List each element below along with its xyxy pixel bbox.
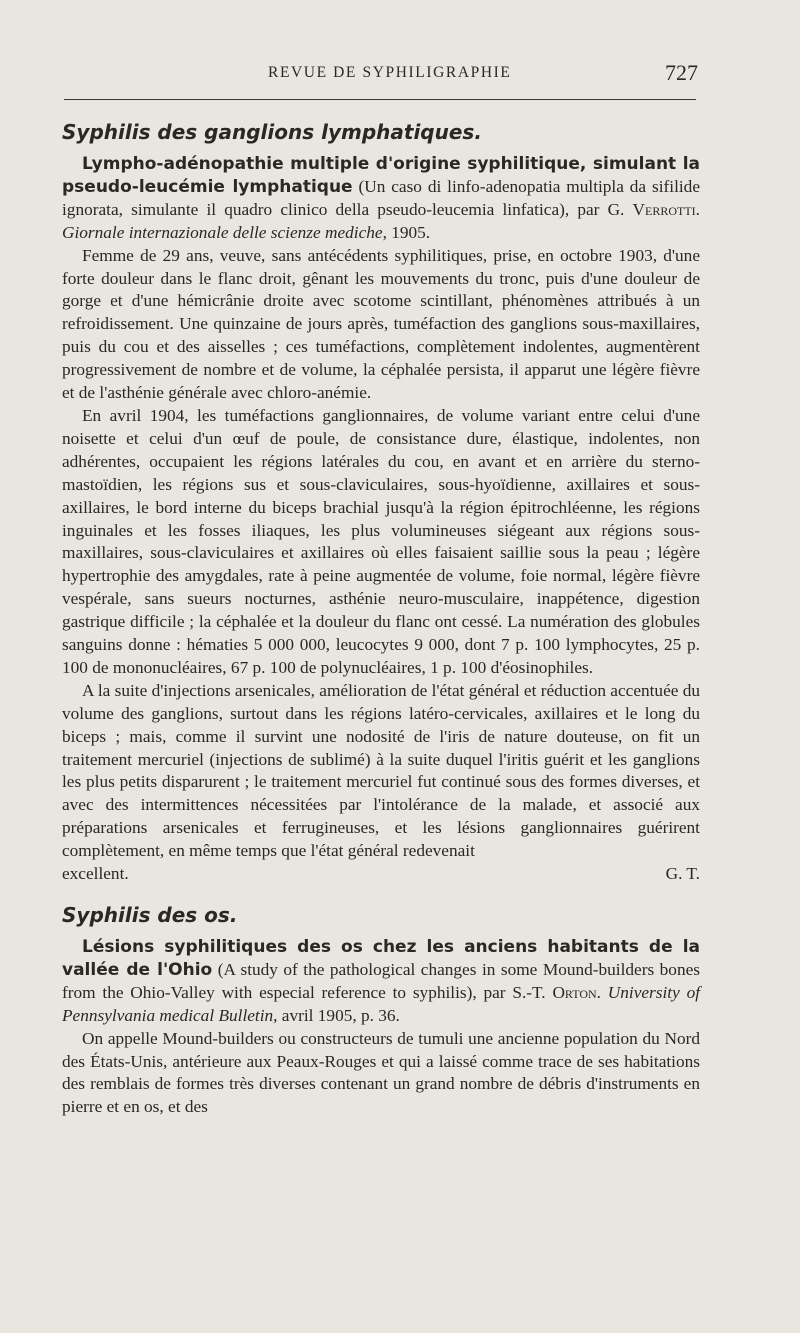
article-title: Lympho-adénopathie multiple d'origine syphilitique, simulant la pseudo-leucémie lymphatique	[62, 154, 700, 197]
closing-line	[62, 863, 700, 886]
article-heading	[62, 153, 700, 245]
article-author: Verrotti	[632, 199, 696, 219]
reviewer-signature: G. T.	[665, 864, 700, 884]
journal-title: University of Pennsylvania medical Bulletin	[62, 982, 701, 1025]
body-paragraph: Femme de 29 ans, veuve, sans antécédents syphilitiques, prise, en octobre 1903, d'une forte douleur dans le flanc droit, gênant les mouvements du tronc, puis d'une douleur de gorge et d'une hémicrânie droite avec scotome scintillant, phénomènes attribués à un refroidissement. Une quinzaine de jours après, tuméfaction des ganglions sous-maxillaires, puis du cou et des aisselles ; ces tuméfactions, complètement indolentes, augmentèrent progressivement de nombre et de volume, la céphalée persista, il apparut une légère fièvre et de l'asthénie générale avec chloro-anémie.	[62, 245, 700, 403]
header-rule	[64, 99, 696, 100]
body-paragraph: En avril 1904, les tuméfactions ganglionnaires, de volume variant entre celui d'une noisette et celui d'un œuf de poule, de consistance dure, élastique, indolentes, non adhérentes, occupaient les régions latérales du cou, en avant et en arrière du sterno-mastoïdien, les régions sus et sous-claviculaires, sous-hyoïdienne, axillaires et sous-axillaires, le bord interne du biceps brachial jusqu'à la région épitrochléenne, les régions inguinales et les fosses iliaques, les plus volumineuses siégeant aux régions sous-maxillaires, sous-claviculaires et axillaires où elles faisaient saillie sous la peau ; légère hypertrophie des amygdales, rate à peine augmentée de volume, foie normal, légère fièvre vespérale, sans sueurs nocturnes, asthénie neuro-musculaire, inappétence, digestion gastrique difficile ; la céphalée et la douleur du flanc ont cessé. La numération des globules sanguins donne : hématies 5 000 000, leucocytes 9 000, dont 7 p. 100 lymphocytes, 25 p. 100 de mononucléaires, 67 p. 100 de polynucléaires, 1 p. 100 d'éosinophiles.	[62, 405, 700, 677]
section-title: Syphilis des os.	[62, 903, 238, 927]
running-head: REVUE DE SYPHILIGRAPHIE	[268, 64, 512, 81]
article-author: Orton	[552, 982, 597, 1002]
article-original-title: (Un caso di linfo-adenopatia multipla da sifilide ignorata, simulante il quadro clinico della pseudo-leucemia linfatica), par G.	[62, 176, 700, 219]
journal-title: Giornale internazionale delle scienze mediche	[62, 222, 383, 242]
body-paragraph: A la suite d'injections arsenicales, amélioration de l'état général et réduction accentuée du volume des ganglions, surtout dans les régions latéro-cervicales, axillaires et le long du biceps ; mais, comme il survint une nodosité de l'iris de nature douteuse, on fit un traitement mercuriel (injections de sublimé) à la suite duquel l'iritis guérit et les ganglions les plus petits disparurent ; le traitement mercuriel fut continué sous des formes diverses, et avec des intermittences nécessitées par l'intolérance de la malade, et associé aux préparations arsenicales et ferrugineuses, et les lésions ganglionnaires guérirent complètement, en même temps que l'état général redevenait	[62, 680, 701, 861]
citation-separator: .	[596, 982, 608, 1002]
closing-text: excellent.	[62, 864, 129, 884]
section-title: Syphilis des ganglions lymphatiques.	[62, 120, 482, 144]
publication-year: , 1905.	[382, 222, 431, 242]
page-number: 727	[665, 60, 698, 85]
article-original-title: (A study of the pathological changes in some Mound-builders bones from the Ohio-Valley with especial reference to syphilis), par S.-T.	[62, 959, 700, 1002]
page-body	[62, 117, 700, 1119]
publication-year: , avril 1905, p. 36.	[273, 1005, 400, 1025]
article-title: Lésions syphilitiques des os chez les anciens habitants de la vallée de l'Ohio	[62, 937, 700, 980]
citation-separator: .	[695, 199, 700, 219]
body-paragraph: On appelle Mound-builders ou constructeurs de tumuli une ancienne population du Nord des États-Unis, antérieure aux Peaux-Rouges et qui a laissé comme trace de ses habitations des remblais de formes très diverses contenant un grand nombre de débris d'instruments en pierre et en os, et des	[62, 1028, 700, 1117]
article-heading	[62, 936, 700, 1028]
